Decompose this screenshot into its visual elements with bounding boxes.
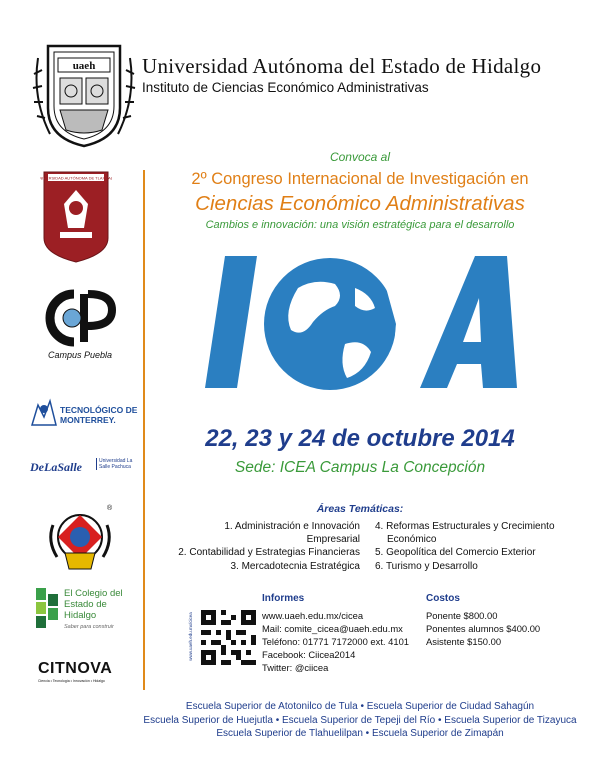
campus-puebla-label: Campus Puebla [48,350,113,360]
colegio-hidalgo-label: El Colegio del Estado de Hidalgo [64,588,123,621]
qr-caption-wrap [188,610,202,670]
qr-caption: www.uaeh.edu.mx/cicea [187,612,193,661]
area-item: Empresarial [306,534,360,546]
area-item: 3. Mercadotecnia Estratégica [230,560,360,572]
event-venue: Sede: ICEA Campus La Concepción [234,459,486,476]
informes-email[interactable]: Mail: comite_cicea@uaeh.edu.mx [262,623,403,634]
costo-item: Ponentes alumnos $400.00 [426,623,541,634]
thematic-areas-right [375,520,580,573]
area-item: 5. Geopolítica del Comercio Exterior [375,547,536,559]
tec-monterrey-label: TECNOLÓGICO DE MONTERREY. [60,405,138,425]
delasalle-label: DeLaSalle [30,460,82,474]
footer-line: Escuela Superior de Tlahuelilpan • Escuela Superior de Zimapán [216,728,504,739]
citnova-logo [38,660,122,690]
event-dates: 22, 23 y 24 de octubre 2014 [205,425,515,452]
citnova-sub: Ciencia • Tecnología • Innovación • Hidalgo [38,679,105,683]
tlaxcala-logo-text: UNIVERSIDAD AUTÓNOMA DE TLAXCALA [40,175,112,181]
orange-divider-line [143,170,145,690]
costos-list [426,609,576,648]
citnova-label: CITNOVA [38,660,113,677]
area-item: 6. Turismo y Desarrollo [375,560,478,572]
footer-line: Escuela Superior de Huejutla • Escuela Superior de Tepeji del Río • Escuela Superior de Tizayuca [143,714,577,726]
area-item: 4. Reformas Estructurales y Crecimiento [375,521,555,532]
area-item: Económico [387,534,437,546]
tlaxcala-logo [40,168,112,264]
colegio-hidalgo-tagline: Saber para construir [64,624,114,630]
informes-list [262,609,432,674]
delasalle-logo [30,458,140,480]
footer-schools [130,700,590,741]
thematic-areas-left [150,520,360,573]
colegio-hidalgo-logo [36,588,136,634]
congress-slogan: Cambios e innovación: una visión estratégica para el desarrollo [205,219,515,231]
area-item: 2. Contabilidad y Estrategias Financieras [178,547,360,559]
qr-code[interactable] [201,610,256,665]
ipn-registered-mark: ® [107,505,113,512]
congress-title-line2: Ciencias Económico Administrativas [195,192,525,215]
uaeh-logo-text: uaeh [72,60,96,72]
costo-item: Asistente $150.00 [426,636,502,647]
icea-logo [195,248,525,398]
area-item: 1. Administración e Innovación [224,521,360,532]
footer-line: Escuela Superior de Atotonilco de Tula • Escuela Superior de Ciudad Sahagún [185,701,535,712]
campus-puebla-logo [40,288,120,368]
informes-phone: Teléfono: 01771 7172000 ext. 4101 [262,636,409,647]
university-name: Universidad Autónoma del Estado de Hidalgo [142,54,542,78]
informes-facebook[interactable]: Facebook: Ciicea2014 [262,649,356,660]
delasalle-sub: Universidad La Salle Pachuca [96,458,143,470]
uaeh-crest-logo [28,38,140,150]
congress-title-line1: 2º Congreso Internacional de Investigación en [191,170,529,188]
informes-title: Informes [262,593,305,604]
institute-name: Instituto de Ciencias Económico Administrativas [142,80,429,95]
thematic-areas-title: Áreas Temáticas: [316,503,404,515]
tec-monterrey-logo [30,395,140,435]
informes-website-link[interactable]: www.uaeh.edu.mx/cicea [262,610,364,621]
informes-twitter[interactable]: Twitter: @ciicea [262,662,329,673]
convoca-label: Convoca al [329,150,391,164]
costos-title: Costos [426,593,460,604]
ipn-logo [45,505,125,575]
costo-item: Ponente $800.00 [426,610,498,621]
